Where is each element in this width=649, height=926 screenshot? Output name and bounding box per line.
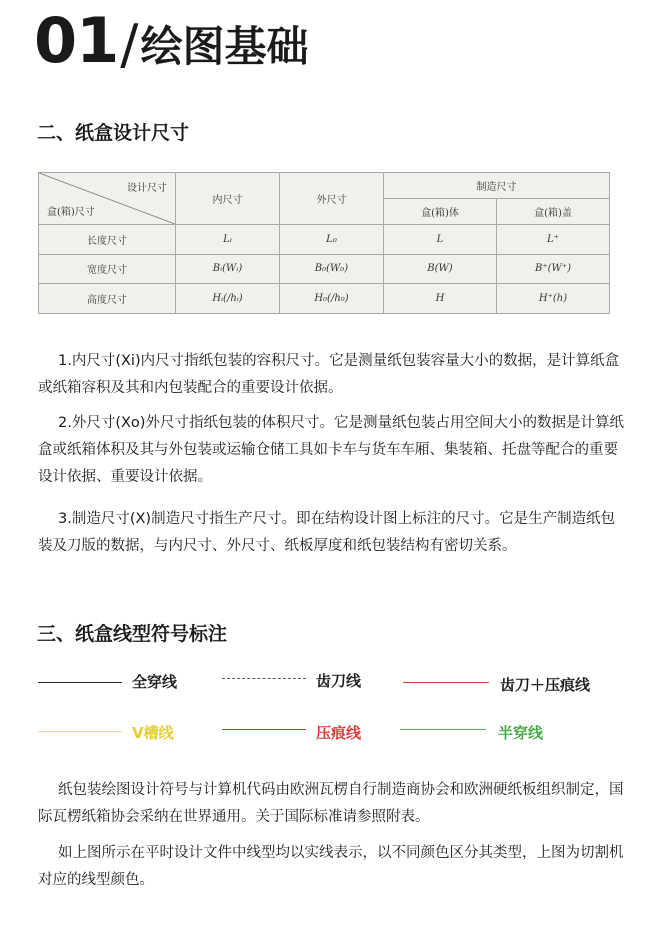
corner-label-design: 设计尺寸 (127, 183, 167, 194)
cell-inner: Lᵢ (176, 225, 280, 255)
cell-body: L (384, 225, 497, 255)
table-row (39, 254, 610, 284)
legend-half-cut-label: 半穿线 (498, 724, 544, 742)
cell-outer: L₀ (280, 225, 384, 255)
title-number: 01 (34, 4, 119, 77)
row-label: 宽度尺寸 (39, 254, 176, 284)
paragraph-standards: 纸包装绘图设计符号与计算机代码由欧洲瓦楞自行制造商协会和欧洲硬纸板组织制定，国际瓦楞纸箱协会采纳在世界通用。关于国际标准请参照附表。 (38, 782, 624, 825)
corner-label-box: 盒(箱)尺寸 (47, 207, 95, 218)
header-manufacture-size: 制造尺寸 (384, 173, 610, 199)
title-text: 绘图基础 (140, 22, 309, 71)
paragraph-inner-size: 1.内尺寸(Xi)内尺寸指纸包装的容积尺寸。它是测量纸包装容量大小的数据，是计算纸盒或纸箱容积及其和内包装配合的重要设计依据。 (38, 353, 620, 396)
legend-perforation-label: 齿刀线 (316, 672, 362, 690)
header-outer-size: 外尺寸 (280, 173, 384, 225)
section-heading-box-dimensions: 二、纸盒设计尺寸 (37, 122, 190, 144)
paragraph-outer-size: 2.外尺寸(Xo)外尺寸指纸包装的体积尺寸。它是测量纸包装占用空间大小的数据是计算纸盒或纸箱体积及其与外包装或运输仓储工具如卡车与货车车厢、集装箱、托盘等配合的重要设计依据、重要设计依据。 (38, 415, 624, 485)
crease-line-sample (222, 729, 306, 730)
page-title (34, 4, 309, 77)
cell-outer: H₀(/h₀) (280, 284, 384, 314)
v-groove-line-sample (38, 731, 122, 732)
legend-v-groove-label: V槽线 (132, 724, 174, 742)
row-label: 长度尺寸 (39, 225, 176, 255)
perforation-crease-line-sample (403, 682, 489, 683)
table-row (39, 284, 610, 314)
header-box-lid: 盒(箱)盖 (497, 199, 610, 225)
cell-lid: B⁺(W⁺) (497, 254, 610, 284)
perforation-line-sample (222, 678, 306, 679)
cell-lid: H⁺(h) (497, 284, 610, 314)
dimension-table-image (38, 172, 610, 314)
table-corner-cell (39, 173, 176, 225)
header-inner-size: 内尺寸 (176, 173, 280, 225)
legend-crease-label: 压痕线 (316, 724, 362, 742)
header-box-body: 盒(箱)体 (384, 199, 497, 225)
cell-body: H (384, 284, 497, 314)
cell-inner: Hᵢ(/hᵢ) (176, 284, 280, 314)
legend-through-cut-label: 全穿线 (132, 673, 178, 691)
through-cut-line-sample (38, 682, 122, 683)
paragraph-color-coding: 如上图所示在平时设计文件中线型均以实线表示，以不同颜色区分其类型，上图为切割机对应的线型颜色。 (38, 845, 624, 888)
cell-inner: Bᵢ(Wᵢ) (176, 254, 280, 284)
cell-outer: B₀(W₀) (280, 254, 384, 284)
dimension-table (38, 172, 610, 314)
title-slash: / (120, 13, 139, 76)
paragraph-manufacture-size: 3.制造尺寸(X)制造尺寸指生产尺寸。即在结构设计图上标注的尺寸。它是生产制造纸包装及刀版的数据，与内尺寸、外尺寸、纸板厚度和纸包装结构有密切关系。 (38, 511, 616, 554)
section-heading-line-types: 三、纸盒线型符号标注 (37, 623, 228, 645)
table-row (39, 225, 610, 255)
cell-body: B(W) (384, 254, 497, 284)
row-label: 高度尺寸 (39, 284, 176, 314)
legend-perforation-crease-label: 齿刀＋压痕线 (500, 676, 591, 694)
half-cut-line-sample (400, 729, 486, 730)
cell-lid: L⁺ (497, 225, 610, 255)
